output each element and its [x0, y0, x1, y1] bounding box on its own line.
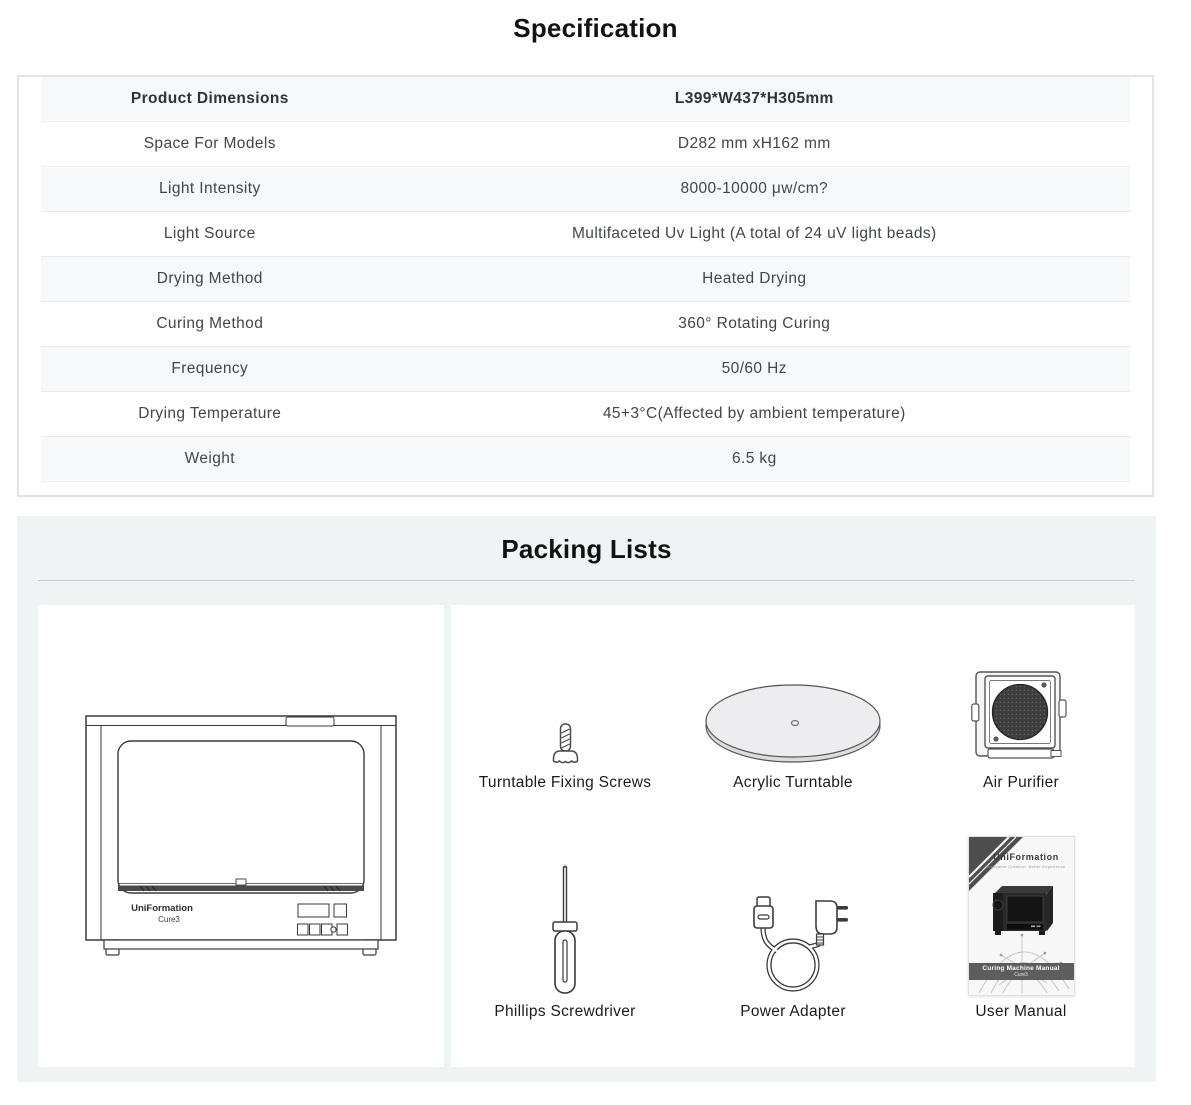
- manual-banner-model: Cure3: [1014, 972, 1028, 978]
- manual-banner-title: Curing Machine Manual: [982, 965, 1060, 972]
- screwdriver-icon: [543, 863, 587, 996]
- packing-item-user-manual: [907, 836, 1135, 1067]
- spec-value-cell: Heated Drying: [702, 270, 807, 287]
- spec-row: [41, 77, 1130, 122]
- packing-item-air-purifier: [907, 605, 1135, 836]
- packing-item-turntable: [679, 605, 907, 836]
- specification-title: Specification: [513, 13, 678, 43]
- user-manual-cover: [968, 836, 1075, 996]
- manual-banner: [969, 963, 1074, 980]
- spec-row: [41, 347, 1130, 392]
- packing-title: Packing Lists: [501, 534, 672, 564]
- manual-dome-wireframe: [969, 927, 1075, 995]
- spec-row: [41, 122, 1130, 167]
- spec-label-cell: Weight: [184, 450, 235, 467]
- spec-value-cell: 6.5 kg: [731, 450, 777, 467]
- spec-label-cell: Curing Method: [156, 315, 264, 332]
- packing-item-power-adapter: [679, 836, 907, 1067]
- machine-brand-text: UniFormation: [131, 903, 193, 914]
- item-label: Acrylic Turntable: [733, 774, 853, 791]
- packing-items-grid: [451, 605, 1135, 1067]
- spec-label-cell: Frequency: [171, 360, 249, 377]
- spec-row: [41, 302, 1130, 347]
- spec-label-cell: Drying Method: [156, 270, 263, 287]
- spec-value-cell: 50/60 Hz: [721, 360, 787, 377]
- machine-model-text: Cure3: [158, 915, 180, 924]
- machine-control-panel: [298, 904, 348, 935]
- item-label: User Manual: [975, 1003, 1067, 1020]
- curing-machine-drawing: [80, 710, 402, 962]
- spec-row: [41, 437, 1130, 482]
- specification-table: [17, 75, 1154, 497]
- spec-value-cell: D282 mm xH162 mm: [677, 135, 831, 152]
- spec-label-cell: Light Source: [163, 225, 256, 242]
- spec-value-cell: 360° Rotating Curing: [678, 315, 831, 332]
- machine-base: [104, 940, 378, 955]
- spec-label-cell: Drying Temperature: [138, 405, 282, 422]
- spec-label-cell: Space For Models: [143, 135, 276, 152]
- item-label: Power Adapter: [740, 1003, 846, 1020]
- spec-label-cell: Product Dimensions: [130, 90, 289, 107]
- machine-panel: [38, 605, 444, 1067]
- item-label: Turntable Fixing Screws: [478, 774, 652, 791]
- spec-row: [41, 392, 1130, 437]
- air-purifier-icon: [971, 665, 1071, 767]
- power-adapter-icon: [736, 894, 850, 996]
- divider: [38, 580, 1135, 581]
- packing-section: [17, 516, 1156, 1082]
- spec-row: [41, 212, 1130, 257]
- spec-row: [41, 167, 1130, 212]
- manual-tagline: Enjoyable Creation, Better Experience: [986, 864, 1066, 869]
- spec-row: [41, 257, 1130, 302]
- packing-item-screwdriver: [451, 836, 679, 1067]
- spec-value-cell: Multifaceted Uv Light (A total of 24 uV light beads): [571, 225, 937, 242]
- item-label: Air Purifier: [983, 774, 1059, 791]
- packing-panels: [38, 605, 1135, 1067]
- item-label: Phillips Screwdriver: [494, 1003, 636, 1020]
- screw-icon: [548, 721, 582, 767]
- spec-value-cell: 8000-10000 μw/cm?: [680, 180, 829, 197]
- manual-brand: UniFormation: [993, 852, 1059, 862]
- spec-value-cell: L399*W437*H305mm: [674, 90, 834, 107]
- turntable-icon: [702, 679, 884, 767]
- spec-value-cell: 45+3°C(Affected by ambient temperature): [602, 405, 906, 422]
- packing-item-screws: [451, 605, 679, 836]
- spec-label-cell: Light Intensity: [158, 180, 261, 197]
